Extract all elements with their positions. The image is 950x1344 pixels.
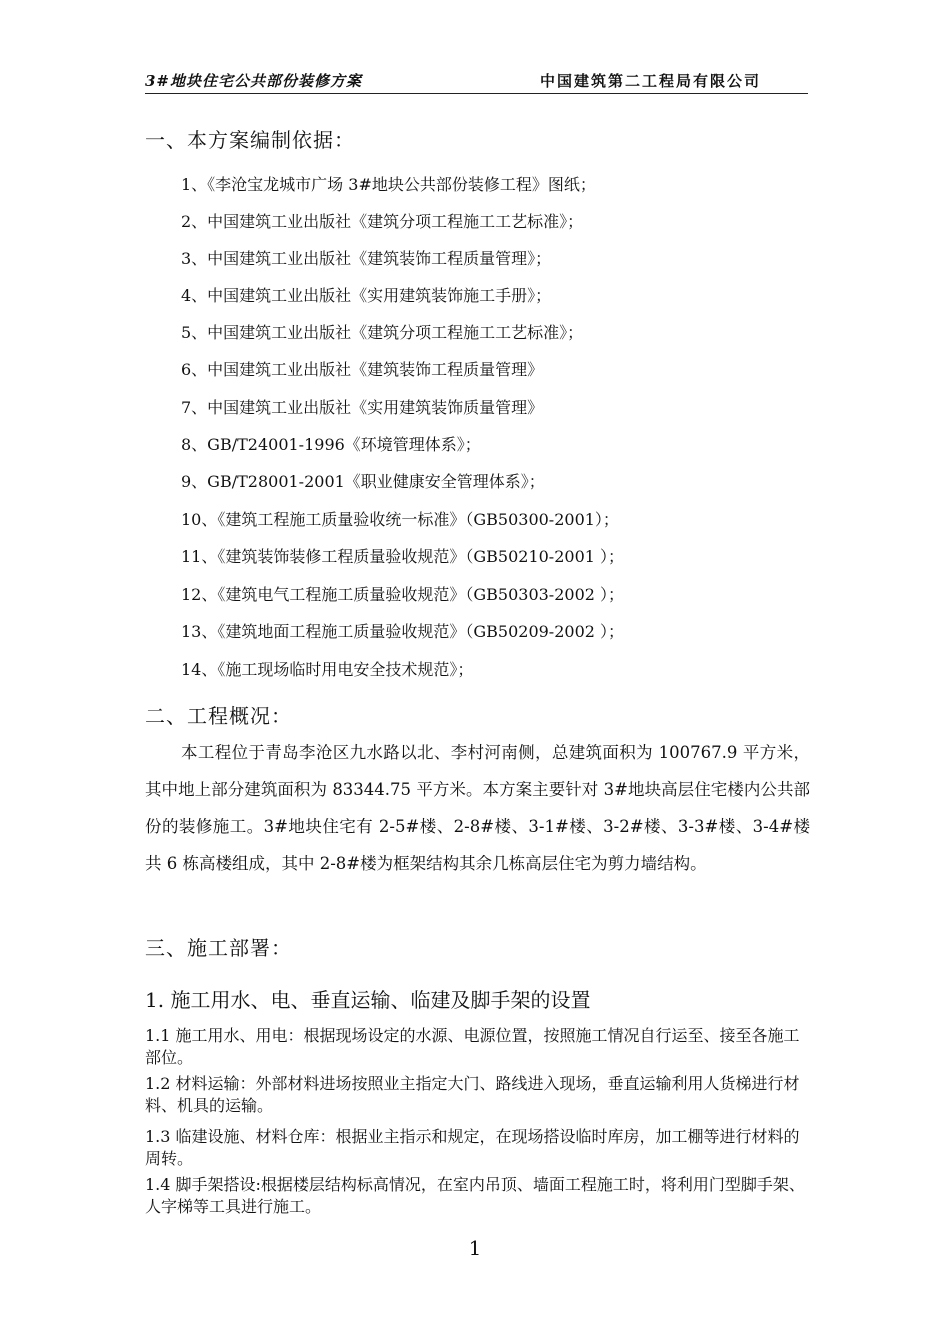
section2-heading: 二、工程概况： xyxy=(145,704,292,728)
reference-item-2: 2、中国建筑工业出版社《建筑分项工程施工工艺标准》； xyxy=(181,212,584,231)
reference-item-1: 1、《李沧宝龙城市广场 3#地块公共部份装修工程》图纸； xyxy=(181,175,596,194)
reference-item-11: 11、《建筑装饰装修工程质量验收规范》（GB50210-2001 ）； xyxy=(181,547,625,566)
reference-item-7: 7、中国建筑工业出版社《实用建筑装饰质量管理》 xyxy=(181,398,544,417)
section3-subheading: 1. 施工用水、电、垂直运输、临建及脚手架的设置 xyxy=(145,988,591,1012)
deployment-item-1-3: 1.3 临建设施、材料仓库：根据业主指示和规定，在现场搭设临时库房，加工棚等进行材料的周转。 xyxy=(145,1127,800,1168)
reference-item-3: 3、中国建筑工业出版社《建筑装饰工程质量管理》； xyxy=(181,249,552,268)
reference-item-8: 8、GB/T24001-1996《环境管理体系》； xyxy=(181,435,481,454)
reference-item-6: 6、中国建筑工业出版社《建筑装饰工程质量管理》 xyxy=(181,360,544,379)
reference-item-4: 4、中国建筑工业出版社《实用建筑装饰施工手册》； xyxy=(181,286,552,305)
project-overview-text: 本工程位于青岛李沧区九水路以北、李村河南侧，总建筑面积为 100767.9 平方米，其中地上部分建筑面积为 83344.75 平方米。本方案主要针对 3#地块高层住宅楼内公共部份的装修施工。3#地块住宅有 2-5#楼、2-8#楼、3-1#楼、3-2#楼、3-3#楼、3-4#楼共 6 栋高楼组成，其中 2-8#楼为框架结构其余几栋高层住宅为剪力墙结构。 xyxy=(145,743,810,873)
deployment-item-1-1: 1.1 施工用水、用电：根据现场设定的水源、电源位置，按照施工情况自行运至、接至各施工部位。 xyxy=(145,1026,800,1067)
project-overview-paragraph xyxy=(145,734,810,882)
page-number: 1 xyxy=(468,1236,482,1260)
header-divider xyxy=(145,93,808,94)
header-company: 中国建筑第二工程局有限公司 xyxy=(540,72,762,90)
reference-item-5: 5、中国建筑工业出版社《建筑分项工程施工工艺标准》； xyxy=(181,323,584,342)
section3-heading: 三、施工部署： xyxy=(145,936,292,960)
header-title: 3#地块住宅公共部份装修方案 xyxy=(145,72,363,90)
deployment-item-1-4: 1.4 脚手架搭设:根据楼层结构标高情况，在室内吊顶、墙面工程施工时，将利用门型脚手架、人字梯等工具进行施工。 xyxy=(145,1175,805,1216)
section1-heading: 一、本方案编制依据： xyxy=(145,128,355,152)
reference-item-14: 14、《施工现场临时用电安全技术规范》； xyxy=(181,660,474,679)
reference-item-9: 9、GB/T28001-2001《职业健康安全管理体系》； xyxy=(181,472,545,491)
reference-item-13: 13、《建筑地面工程施工质量验收规范》（GB50209-2002 ）； xyxy=(181,622,625,641)
reference-item-12: 12、《建筑电气工程施工质量验收规范》（GB50303-2002 ）； xyxy=(181,585,625,604)
reference-item-10: 10、《建筑工程施工质量验收统一标准》（GB50300-2001）； xyxy=(181,510,619,529)
deployment-item-1-2: 1.2 材料运输：外部材料进场按照业主指定大门、路线进入现场，垂直运输利用人货梯进行材料、机具的运输。 xyxy=(145,1074,800,1115)
